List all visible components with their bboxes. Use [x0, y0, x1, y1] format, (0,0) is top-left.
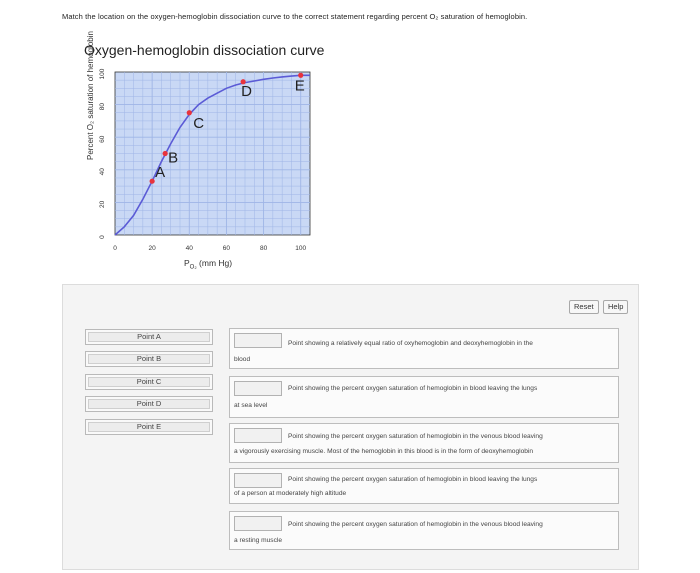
x-axis-label-sub: O₂	[189, 264, 197, 271]
target-description-cont: a vigorously exercising muscle. Most of the hemoglobin in this blood is in the form of deoxyhemoglobin	[234, 448, 534, 455]
point-b-marker	[163, 151, 168, 156]
help-button[interactable]: Help	[603, 300, 628, 314]
x-axis-label	[184, 258, 232, 271]
x-axis-label-unit: (mm Hg)	[196, 258, 233, 268]
x-tick-label: 0	[113, 245, 117, 252]
draggable-point-c[interactable]: Point C	[85, 374, 213, 390]
point-a-label: A	[155, 164, 166, 182]
draggable-point-b[interactable]: Point B	[85, 351, 213, 367]
instruction-text: Match the location on the oxygen-hemoglobin dissociation curve to the correct statement regarding percent O₂ saturation of hemoglobin.	[62, 12, 528, 21]
drop-target-exercising-muscle[interactable]	[229, 423, 619, 463]
target-description: Point showing the percent oxygen saturation of hemoglobin in blood leaving the lungs	[288, 385, 538, 392]
target-description-cont: blood	[234, 356, 251, 363]
point-c-marker	[187, 110, 192, 115]
point-a-marker	[150, 179, 155, 184]
y-tick-label: 40	[99, 168, 106, 176]
y-tick-labels	[99, 68, 106, 239]
target-description: Point showing the percent oxygen saturation of hemoglobin in blood leaving the lungs	[288, 476, 538, 483]
x-axis-label-p: P	[184, 258, 190, 268]
target-description-cont: of a person at moderately high altitude	[234, 490, 347, 497]
point-d-label: D	[241, 82, 252, 100]
drop-target-high-altitude[interactable]	[229, 468, 619, 504]
drop-target-lungs-sea-level[interactable]	[229, 376, 619, 418]
y-tick-label: 100	[99, 68, 106, 80]
y-tick-label: 80	[99, 102, 106, 111]
point-b-label: B	[168, 149, 179, 167]
draggable-point-e[interactable]: Point E	[85, 419, 213, 435]
y-axis-label: Percent O₂ saturation of hemoglobin	[86, 31, 95, 160]
point-e-label: E	[294, 77, 305, 95]
target-description: Point showing a relatively equal ratio of oxyhemoglobin and deoxyhemoglobin in the	[288, 340, 533, 347]
y-tick-label: 0	[99, 235, 106, 239]
chart-title: Oxygen-hemoglobin dissociation curve	[84, 42, 325, 58]
target-description: Point showing the percent oxygen saturation of hemoglobin in the venous blood leaving	[288, 521, 543, 528]
drop-target-resting-muscle[interactable]	[229, 511, 619, 550]
target-description-cont: a resting muscle	[234, 537, 283, 544]
x-tick-label: 60	[222, 245, 231, 252]
target-description-cont: at sea level	[234, 402, 268, 409]
dissociation-chart	[0, 0, 700, 284]
drop-slot[interactable]	[234, 516, 282, 531]
point-c-label: C	[193, 114, 205, 132]
y-tick-label: 60	[99, 135, 106, 143]
drop-target-equal-ratio[interactable]	[229, 328, 619, 369]
draggable-point-a[interactable]: Point A	[85, 329, 213, 345]
x-tick-label: 80	[259, 245, 268, 252]
drop-slot[interactable]	[234, 333, 282, 348]
drop-slot[interactable]	[234, 473, 282, 488]
reset-button[interactable]: Reset	[569, 300, 599, 314]
target-description: Point showing the percent oxygen saturation of hemoglobin in the venous blood leaving	[288, 433, 543, 440]
x-tick-label: 20	[148, 245, 156, 252]
drop-slot[interactable]	[234, 428, 282, 443]
x-tick-label: 100	[295, 245, 307, 252]
matching-panel	[62, 284, 639, 570]
draggable-point-d[interactable]: Point D	[85, 396, 213, 412]
drop-slot[interactable]	[234, 381, 282, 396]
x-tick-label: 40	[185, 245, 193, 252]
y-tick-label: 20	[99, 200, 106, 209]
x-tick-labels	[113, 245, 306, 252]
